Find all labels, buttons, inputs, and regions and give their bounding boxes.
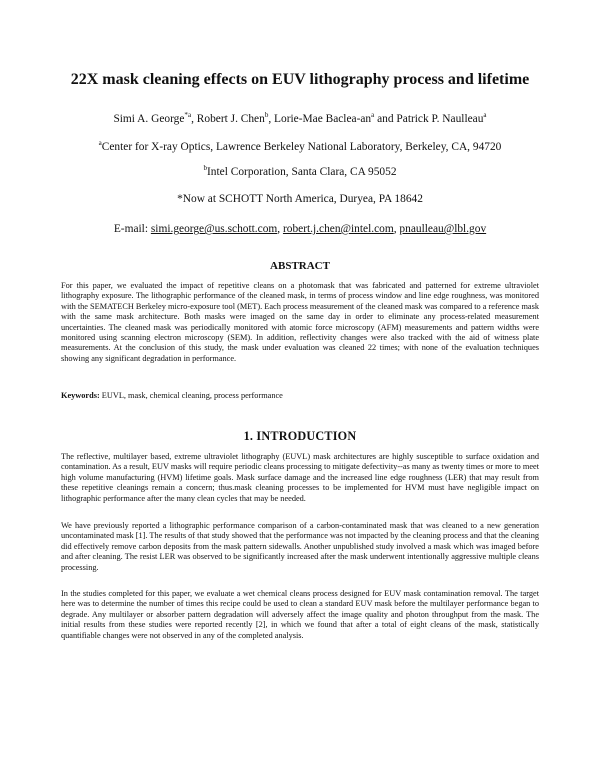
author-list [40, 112, 560, 126]
author-affiliation-mark: *a [184, 111, 192, 120]
author-separator: , [268, 113, 275, 125]
email-line [40, 222, 560, 236]
email-link[interactable]: robert.j.chen@intel.com [282, 223, 394, 235]
author-separator: , [191, 113, 197, 125]
author-affiliation-mark: a [483, 111, 487, 120]
affiliation-b [40, 165, 560, 179]
affiliation-now: *Now at SCHOTT North America, Duryea, PA 18642 [177, 193, 423, 205]
affiliation-mark: b [203, 164, 208, 173]
author-name: Simi A. George [113, 113, 185, 125]
email-link[interactable]: simi.george@us.schott.com [150, 223, 278, 235]
affiliation-a [40, 140, 560, 154]
author-name: Patrick P. Naulleau [396, 113, 484, 125]
email-link[interactable]: pnaulleau@lbl.gov [399, 223, 487, 235]
introduction-heading: 1. INTRODUCTION [243, 429, 357, 443]
abstract-heading: ABSTRACT [270, 260, 330, 272]
affiliation-text: Intel Corporation, Santa Clara, CA 95052 [207, 166, 397, 178]
email-separator: , [277, 223, 283, 235]
introduction-paragraph: In the studies completed for this paper, we evaluate a wet chemical cleans process designed for EUV mask contamination removal. The target here was to determine the number of times this recipe could be used to clean a standard EUV mask before the multilayer performance began to degrade. Any multilayer or absorber pattern degradation will adversely affect the image quality and photon throughput from the mask. The initial results from these studies were reported recently [2], in which we found that after a total of eight cleans of the mask, statistically quantifiable changes were not observed in any of the completed analysis. [61, 589, 539, 640]
affiliation-text: Center for X-ray Optics, Lawrence Berkeley National Laboratory, Berkeley, CA, 94720 [101, 141, 502, 153]
email-label: E-mail: [113, 223, 151, 235]
keywords-label: Keywords: [61, 391, 100, 400]
affiliation-mark: a [98, 139, 102, 148]
introduction-paragraph: The reflective, multilayer based, extreme ultraviolet lithography (EUVL) mask architectures are highly susceptible to surface oxidation and contamination. As a result, EUV masks will require periodic cleans processing to mitigate defectivity--as many as twenty times or more to meet high volume manufacturing (HVM) lifetime goals. Mask surface damage and the increased line edge roughness (LER) that may result from these repetitive cleanings remain a concern; thus.mask cleaning processes to be implemented for HVM must have negligible impact on lithographic performance after the many clean cycles that may be needed. [61, 452, 539, 503]
author-affiliation-mark: a [371, 111, 375, 120]
author-separator: and [374, 113, 397, 125]
introduction-paragraph: We have previously reported a lithographic performance comparison of a carbon-contaminated mask that was cleaned to a new generation uncontaminated mask [1]. The results of that study showed that the performance was not impacted by the cleaning process and that the cleaning did effectively remove carbon deposits from the mask pattern sidewalls. Another unpublished study involved a mask which was imaged before and after cleaning. The resist LER was observed to be significantly increased after the mask underwent intentionally aggressive multiple cleans processing. [61, 521, 539, 572]
keywords-text: EUVL, mask, chemical cleaning, process performance [99, 391, 283, 400]
author-name: Robert J. Chen [196, 113, 265, 125]
abstract-text: For this paper, we evaluated the impact of repetitive cleans on a photomask that was fabricated and patterned for extreme ultraviolet lithography exposure. The lithographic performance of the cleaned mask, in terms of process window and line edge roughness, was monitored with the SEMATECH Berkeley micro-exposure tool (MET). Each process measurement of the cleaned mask was compared to a reference mask with the same mask architecture. Both masks were imaged on the same day in order to eliminate any process-related measurement uncertainties. The cleaned mask was periodically monitored with atomic force microscopy (AFM) measurements and pattern widths were monitored using scanning electron microscopy (SEM). In addition, reflectivity changes were also tracked with the aid of witness plate measurements. At the conclusion of this study, the mask under evaluation was cleaned 22 times; with none of the evaluation techniques showing any significant degradation in performance. [61, 281, 539, 363]
email-separator: , [393, 223, 400, 235]
paper-title: 22X mask cleaning effects on EUV lithography process and lifetime [70, 71, 530, 88]
keywords-line [61, 391, 539, 401]
author-name: Lorie-Mae Baclea-an [274, 113, 372, 125]
author-affiliation-mark: b [264, 111, 269, 120]
